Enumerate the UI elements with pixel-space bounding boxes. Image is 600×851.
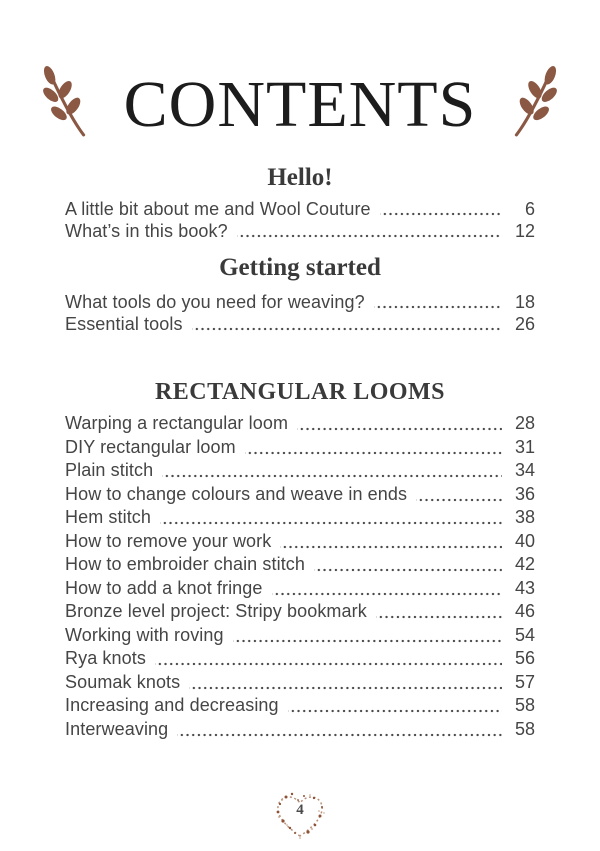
toc-entry-label: How to embroider chain stitch xyxy=(65,554,306,574)
dot-leader xyxy=(297,412,502,436)
section-heading: Getting started xyxy=(219,254,381,281)
toc-entry xyxy=(65,412,535,436)
toc-entry-label: Warping a rectangular loom xyxy=(65,413,289,433)
toc-entry-page-number: 46 xyxy=(514,601,535,621)
toc-entry-page-number: 57 xyxy=(514,671,535,692)
dot-leader xyxy=(374,291,502,313)
dot-leader xyxy=(272,577,502,601)
dot-leader xyxy=(233,624,502,648)
toc-entry xyxy=(65,624,535,648)
toc-entry-page-number: 26 xyxy=(514,314,535,334)
toc-entry-page-number: 36 xyxy=(514,483,535,504)
toc-section xyxy=(65,254,535,335)
toc-entry xyxy=(65,671,535,695)
toc-entry-label: Plain stitch xyxy=(65,460,154,480)
dot-leader xyxy=(192,313,502,335)
toc-entry xyxy=(65,198,535,220)
toc-entry-page-number: 38 xyxy=(514,507,535,527)
toc-entry-label: Hem stitch xyxy=(65,507,152,527)
table-of-contents xyxy=(0,164,600,741)
toc-entry xyxy=(65,459,535,483)
toc-entry xyxy=(65,694,535,718)
dot-leader xyxy=(416,483,502,507)
toc-entry-label: Bronze level project: Stripy bookmark xyxy=(65,601,367,621)
toc-entry-page-number: 6 xyxy=(524,199,535,219)
toc-entry-label: How to add a knot fringe xyxy=(65,577,263,598)
toc-entry-page-number: 31 xyxy=(514,436,535,457)
toc-entry xyxy=(65,483,535,507)
toc-entry-label: A little bit about me and Wool Couture xyxy=(65,199,371,219)
laurel-branch-icon xyxy=(36,66,88,138)
toc-entry-label: Working with roving xyxy=(65,624,224,645)
toc-entry-label: What’s in this book? xyxy=(65,221,228,241)
toc-entry-page-number: 34 xyxy=(514,460,535,480)
toc-entry-label: Soumak knots xyxy=(65,671,181,692)
toc-entry-label: Interweaving xyxy=(65,718,169,739)
dot-leader xyxy=(314,553,502,577)
toc-entry-label: How to remove your work xyxy=(65,530,272,551)
toc-entry-page-number: 58 xyxy=(514,718,535,739)
toc-entry-page-number: 43 xyxy=(514,577,535,598)
dot-leader xyxy=(288,694,502,718)
dot-leader xyxy=(160,506,502,530)
section-heading: RECTANGULAR LOOMS xyxy=(154,379,446,405)
page-footer xyxy=(270,787,330,843)
toc-entry-label: Rya knots xyxy=(65,648,146,668)
toc-entry-label: Increasing and decreasing xyxy=(65,695,279,715)
laurel-branch-icon xyxy=(512,66,564,138)
section-heading: Hello! xyxy=(267,164,333,191)
toc-entry xyxy=(65,291,535,313)
dot-leader xyxy=(177,718,502,742)
toc-entry-page-number: 18 xyxy=(514,292,535,312)
toc-entry-page-number: 40 xyxy=(514,530,535,551)
toc-entry xyxy=(65,577,535,601)
toc-entry xyxy=(65,506,535,530)
toc-entry-page-number: 58 xyxy=(514,695,535,715)
toc-entry xyxy=(65,647,535,671)
dot-leader xyxy=(189,671,502,695)
toc-entry-page-number: 28 xyxy=(514,413,535,433)
page-title: CONTENTS xyxy=(123,68,477,141)
toc-entry-label: What tools do you need for weaving? xyxy=(65,292,365,312)
toc-entry xyxy=(65,220,535,242)
toc-entry xyxy=(65,553,535,577)
toc-entry-page-number: 42 xyxy=(514,554,535,574)
toc-entry-page-number: 56 xyxy=(514,648,535,668)
toc-entry-label: Essential tools xyxy=(65,314,183,334)
toc-entry xyxy=(65,600,535,624)
dot-leader xyxy=(162,459,502,483)
dot-leader xyxy=(155,647,502,671)
toc-entry-page-number: 12 xyxy=(514,221,535,241)
footer-page-number: 4 xyxy=(296,802,304,818)
toc-section xyxy=(65,164,535,242)
toc-entry-label: How to change colours and weave in ends xyxy=(65,483,408,504)
toc-entry xyxy=(65,313,535,335)
toc-section xyxy=(65,378,535,741)
toc-entry-page-number: 54 xyxy=(514,624,535,645)
toc-entry-label: DIY rectangular loom xyxy=(65,436,236,457)
dot-leader xyxy=(280,530,502,554)
dot-leader xyxy=(380,198,502,220)
toc-entry xyxy=(65,718,535,742)
dot-leader xyxy=(237,220,502,242)
page-header xyxy=(0,0,600,141)
toc-entry xyxy=(65,436,535,460)
toc-entry xyxy=(65,530,535,554)
dot-leader xyxy=(376,600,502,624)
dot-leader xyxy=(245,436,502,460)
